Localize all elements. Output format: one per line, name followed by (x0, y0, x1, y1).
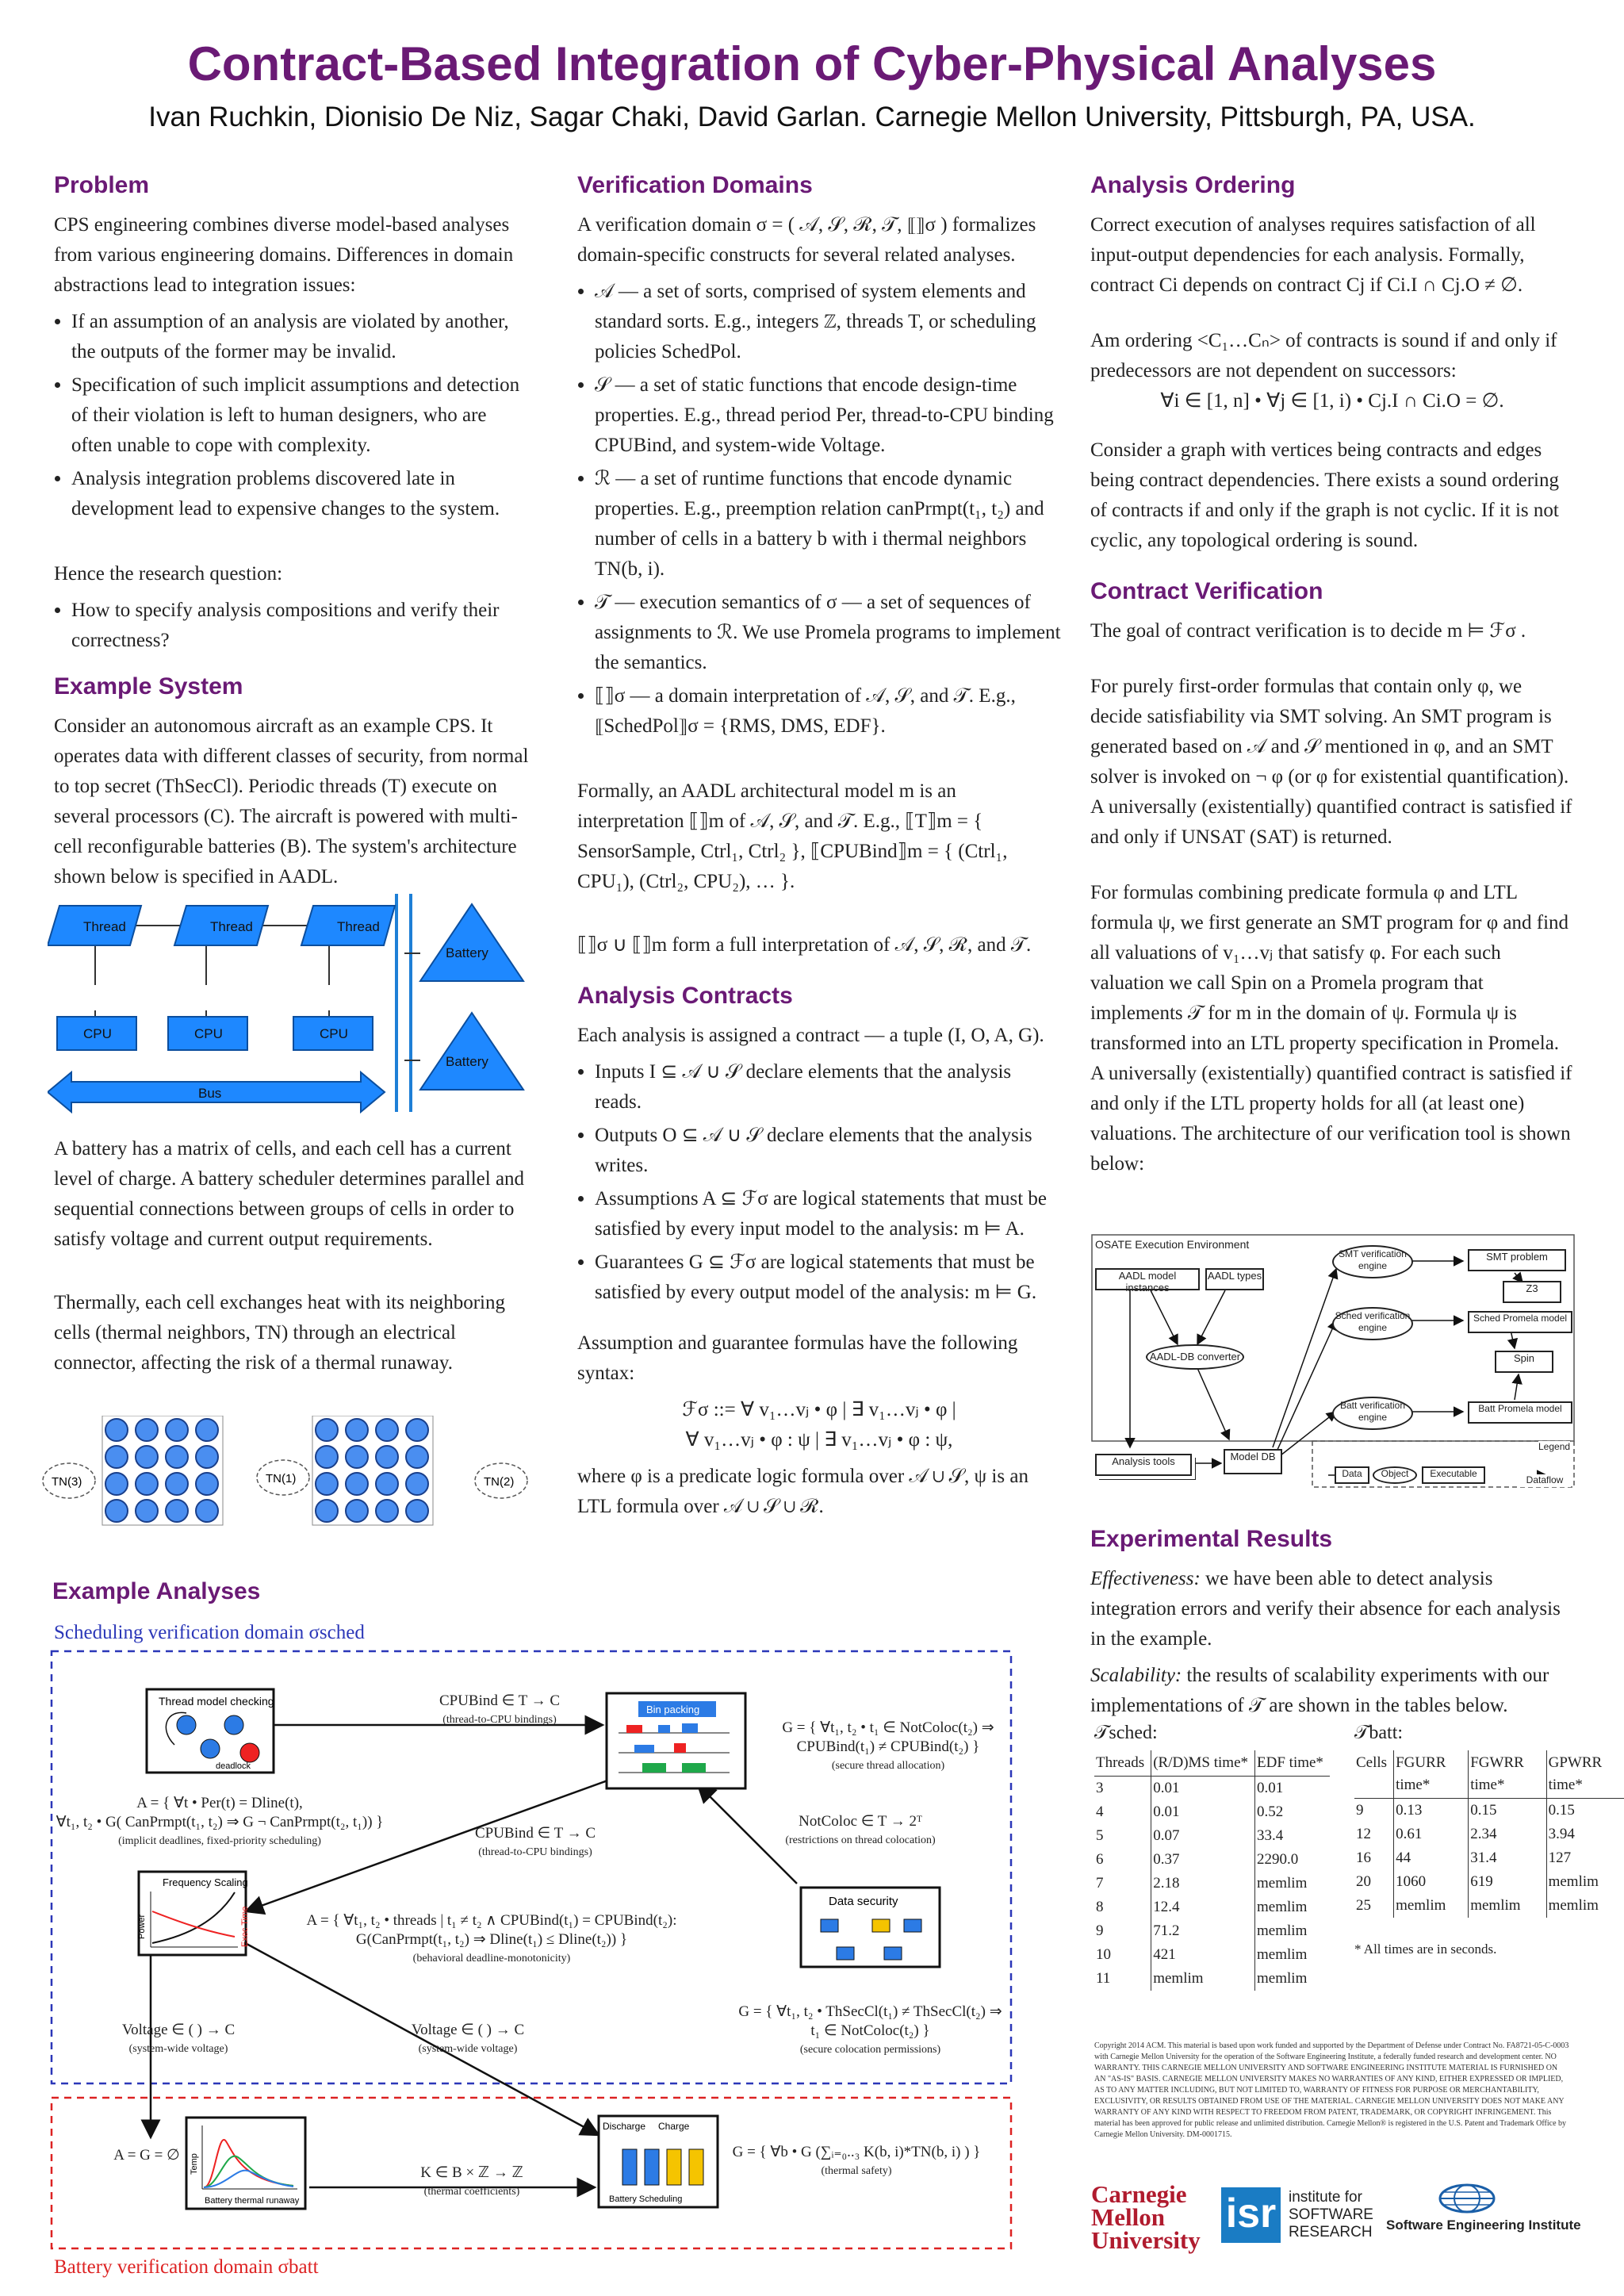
legend-object: Object (1373, 1466, 1417, 1484)
contract-list (577, 1057, 1061, 1308)
list-item: • Specification of such implicit assumptions and detection of their violation is left to human designers, who are often unable to cope with complexity. (71, 370, 530, 461)
table-cell: 9 (1356, 1802, 1364, 1819)
middle-column (577, 171, 1061, 1528)
temp-axis-label: Temp (190, 2153, 199, 2175)
table-row (1094, 1800, 1330, 1824)
table-cell: 31.4 (1469, 1846, 1546, 1870)
battery-cell (316, 1500, 338, 1522)
battery-label: Battery (446, 945, 488, 960)
list-item: • Guarantees G ⊆ ℱσ are logical statements that must be satisfied by every output model of the analysis: m ⊨ G. (595, 1248, 1061, 1308)
notcoloc-input: NotColoc ∈ T → 2ᵀ (restrictions on thread colocation) (785, 1813, 936, 1846)
battery-cell (316, 1419, 338, 1441)
battery-cell (166, 1446, 188, 1468)
spin-box: Spin (1495, 1351, 1553, 1373)
verification-domains-intro: A verification domain σ = ( 𝒜, 𝒮, ℛ, 𝒯, ⟦⟧σ ) formalizes domain-specific constructs for several related analyses. (577, 214, 1036, 266)
table-row (1094, 1895, 1330, 1919)
battery-text-block (54, 1134, 530, 1385)
battery-cell (376, 1473, 398, 1495)
table-cell: 9 (1096, 1922, 1104, 1939)
aadl-db-converter: AADL-DB converter (1146, 1344, 1244, 1370)
table-header: EDF time* (1255, 1750, 1330, 1777)
battery-assumption: A = G = ∅ (113, 2147, 180, 2164)
syntax-intro: Assumption and guarantee formulas have the following syntax: (577, 1332, 1018, 1384)
sched-engine: Sched verification engine (1332, 1307, 1413, 1340)
table-cell: memlim (1255, 1967, 1330, 1991)
table-row (1094, 1872, 1330, 1895)
table-cell: 5 (1096, 1827, 1104, 1844)
formal-interpretation: Formally, an AADL architectural model m is an interpretation ⟦⟧m of 𝒜, 𝒮, and 𝒯. E.g., ⟦T⟧m = { SensorSample, Ctrl₁, Ctrl₂ }, ⟦CPUBind⟧m = { (Ctrl₁, CPU₁), (Ctrl₂, CPU₂), … }. (577, 780, 1008, 892)
assumption-frequency-scaling: A = { ∀t₁, t₂ • threads | t₁ ≠ t₂ ∧ CPUBind(t₁) = CPUBind(t₂): G(CanPrmpt(t₁, t₂) ⇒ Dline(t₁) ≤ Dline(t₂)) } (behavioral deadline-monotonicity) (306, 1912, 677, 1964)
table-cell: 0.37 (1151, 1848, 1255, 1872)
batt-table (1354, 1750, 1624, 1918)
cmu-logo (1091, 2180, 1201, 2254)
smt-engine: SMT verification engine (1332, 1245, 1413, 1278)
thread-label: Thread (83, 919, 126, 934)
poster-authors: Ivan Ruchkin, Dionisio De Niz, Sagar Chaki, David Garlan. Carnegie Mellon University, Pittsburgh, PA, USA. (148, 102, 1476, 132)
battery-cell (406, 1419, 428, 1441)
osate-env-label: OSATE Execution Environment (1095, 1238, 1254, 1254)
batt-domain-label: Battery verification domain σbatt (54, 2256, 319, 2278)
legend-data: Data (1335, 1466, 1369, 1484)
list-item: • If an assumption of an analysis are violated by another, the outputs of the former may be invalid. (71, 307, 530, 367)
table-row (1094, 1777, 1330, 1801)
battery-cell (136, 1446, 158, 1468)
analysis-contracts-heading: Analysis Contracts (577, 983, 793, 1009)
table-cell: 2.18 (1151, 1872, 1255, 1895)
sched-table-block (1094, 1723, 1330, 1991)
verification-p1: The goal of contract verification is to decide m ⊨ ℱσ . (1090, 620, 1526, 642)
cpu-label: CPU (320, 1026, 348, 1041)
battery-shape (420, 1013, 523, 1090)
battery-cell (376, 1446, 398, 1468)
table-cell: 6 (1096, 1851, 1104, 1868)
sched-domain-label: Scheduling verification domain σsched (54, 1622, 365, 1643)
bus-label: Bus (198, 1086, 222, 1101)
battery-cell (136, 1500, 158, 1522)
table-header: GPWRR time* (1546, 1750, 1624, 1799)
battery-cell (136, 1419, 158, 1441)
table-cell: 10 (1096, 1946, 1111, 1963)
table-cell: memlim (1255, 1943, 1330, 1967)
table-cell: 421 (1151, 1943, 1255, 1967)
battery-cell (316, 1446, 338, 1468)
isr-logo-mark: isr (1221, 2187, 1281, 2243)
battery-cell (196, 1500, 218, 1522)
table-cell: memlim (1255, 1895, 1330, 1919)
thermal-coefficients: K ∈ B × ℤ → ℤ (thermal coefficients) (420, 2164, 523, 2198)
table-row (1094, 1919, 1330, 1943)
battery-cell (136, 1473, 158, 1495)
model-db-box: Model DB (1224, 1449, 1282, 1474)
frequency-scaling-label: Frequency Scaling (163, 1876, 248, 1888)
aadl-instances-box: AADL model instances (1095, 1268, 1200, 1290)
legend-label: Legend (1538, 1441, 1571, 1452)
batt-engine: Batt verification engine (1332, 1397, 1413, 1430)
table-cell: 3 (1096, 1780, 1104, 1796)
table-header: FGURR time* (1394, 1750, 1469, 1799)
table-cell: 0.01 (1151, 1777, 1255, 1801)
table-cell: 12 (1356, 1826, 1371, 1842)
cpu-label: CPU (194, 1026, 223, 1041)
sched-table-caption: 𝒯sched: (1094, 1723, 1158, 1743)
ordering-p1: Correct execution of analyses requires satisfaction of all input-output dependencies for each analysis. Formally, contract Ci depends on contract Cj if Ci.I ∩ Cj.O ≠ ∅. (1090, 214, 1536, 296)
exec-time-axis-label: Exec Time (240, 1906, 250, 1947)
battery-cell (376, 1419, 398, 1441)
battery-cell (346, 1419, 368, 1441)
discharge-label: Discharge (603, 2121, 646, 2132)
bin-packing-label: Bin packing (646, 1704, 700, 1715)
battery-shape (420, 904, 523, 981)
battery-cell (346, 1500, 368, 1522)
right-column (1090, 171, 1574, 1186)
table-cell: 4 (1096, 1803, 1104, 1820)
sei-logo-text: Software Engineering Institute (1386, 2217, 1581, 2233)
voltage-2: Voltage ∈ ( ) → C (system-wide voltage) (411, 2022, 525, 2055)
isr-text-line: SOFTWARE (1289, 2206, 1373, 2223)
battery-cell (316, 1473, 338, 1495)
verification-p3: For formulas combining predicate formula φ and LTL formula ψ, we first generate an SMT program for φ and find all valuations of v₁…vⱼ that satisfy φ. For each such valuation we call Spin on a Promela program that implements 𝒯 for m in the domain of ψ. Formula ψ is transformed into an LTL property specification in Promela. A universally (existentially) quantified contract is satisfied if and only if the LTL property holds for all (at least one) valuations. The architecture of our verification tool is shown below: (1090, 882, 1572, 1175)
list-item: • Outputs O ⊆ 𝒜 ∪ 𝒮 declare elements that the analysis writes. (595, 1121, 1061, 1181)
legend-executable: Executable (1422, 1466, 1485, 1484)
table-cell: 0.15 (1469, 1799, 1546, 1823)
effectiveness-label: Effectiveness: (1090, 1568, 1201, 1589)
aadl-types-box: AADL types (1205, 1268, 1264, 1290)
battery-label: Battery (446, 1054, 488, 1069)
table-cell: 16 (1356, 1849, 1371, 1866)
table-footnote: * All times are in seconds. (1354, 1941, 1497, 1957)
tn-label: TN(2) (484, 1475, 515, 1489)
table-cell: 20 (1356, 1873, 1371, 1890)
cpu-label: CPU (83, 1026, 112, 1041)
table-row (1354, 1870, 1624, 1894)
cmu-logo-line: Mellon (1091, 2203, 1165, 2231)
z3-box: Z3 (1503, 1281, 1561, 1303)
battery-cell (166, 1419, 188, 1441)
example-system-heading: Example System (54, 673, 243, 700)
research-question: • How to specify analysis compositions and verify their correctness? (71, 596, 530, 656)
table-cell: memlim (1546, 1894, 1624, 1918)
table-cell: 7 (1096, 1875, 1104, 1892)
battery-cell (406, 1446, 428, 1468)
list-item: • Inputs I ⊆ 𝒜 ∪ 𝒮 declare elements that the analysis reads. (595, 1057, 1061, 1117)
battery-cell (105, 1500, 128, 1522)
table-cell: 11 (1096, 1970, 1111, 1987)
battery-cell (166, 1500, 188, 1522)
table-cell: 0.01 (1151, 1800, 1255, 1824)
table-row (1354, 1823, 1624, 1846)
table-cell: memlim (1469, 1894, 1546, 1918)
tool-architecture-diagram (1090, 1233, 1576, 1499)
thread-model-checking-label: Thread model checking (159, 1695, 274, 1708)
guarantee-battery: G = { ∀b • G (∑ᵢ₌₀..₃ K(b, i)*TN(b, i) ) } (thermal safety) (732, 2144, 981, 2177)
sched-model-box: Sched Promela model (1468, 1311, 1572, 1333)
table-header: Cells (1354, 1750, 1394, 1799)
ordering-formula: ∀i ∈ [1, n] • ∀j ∈ [1, i) • Cj.I ∩ Ci.O = ∅. (1160, 390, 1504, 412)
isr-logo-text (1289, 2189, 1373, 2241)
verification-domains-heading: Verification Domains (577, 172, 813, 198)
thread-label: Thread (210, 919, 253, 934)
battery-cell (166, 1473, 188, 1495)
left-column (54, 171, 530, 899)
table-cell: 2290.0 (1255, 1848, 1330, 1872)
thread-label: Thread (337, 919, 380, 934)
battery-cell (105, 1446, 128, 1468)
scalability-text: the results of scalability experiments with our implementations of 𝒯 are shown in the tables below. (1090, 1665, 1549, 1716)
table-row (1094, 1943, 1330, 1967)
battery-cell (406, 1473, 428, 1495)
table-header: Threads (1094, 1750, 1151, 1777)
voltage-1: Voltage ∈ ( ) → C (system-wide voltage) (121, 2022, 236, 2055)
experimental-results (1090, 1524, 1574, 1727)
table-cell: 8 (1096, 1899, 1104, 1915)
table-cell: memlim (1546, 1870, 1624, 1894)
cmu-logo-line: University (1091, 2226, 1201, 2254)
charge-label: Charge (658, 2121, 690, 2132)
thermal-neighbors-diagram (41, 1416, 541, 1550)
battery-cell (196, 1419, 218, 1441)
problem-intro: CPS engineering combines diverse model-based analyses from various engineering domains. Differences in domain abstractions lead to integration issues: (54, 214, 514, 296)
table-row (1354, 1894, 1624, 1918)
table-row (1094, 1824, 1330, 1848)
table-cell: 0.15 (1546, 1799, 1624, 1823)
guarantee-bin-packing: G = { ∀t₁, t₂ • t₁ ∈ NotColoc(t₂) ⇒ CPUBind(t₁) ≠ CPUBind(t₂) } (secure thread allocation) (782, 1719, 994, 1772)
batt-model-box: Batt Promela model (1468, 1401, 1572, 1424)
battery-cell (376, 1500, 398, 1522)
table-cell: 1060 (1394, 1870, 1469, 1894)
assumption-thread-model: A = { ∀t • Per(t) = Dline(t), ∀t₁, t₂ • G( CanPrmpt(t₁, t₂) ⇒ G ¬ CanPrmpt(t₂, t₁)) } (implicit deadlines, fixed-priority scheduling) (56, 1795, 384, 1847)
syntax-line-1: ℱσ ::= ∀ v₁…vⱼ • φ | ∃ v₁…vⱼ • φ | (682, 1399, 956, 1420)
table-cell: 0.52 (1255, 1800, 1330, 1824)
ordering-p2: Am ordering <C₁…Cₙ> of contracts is sound if and only if predecessors are not dependent on successors: (1090, 330, 1557, 381)
list-item: • Analysis integration problems discovered late in development lead to expensive changes to the system. (71, 464, 530, 524)
table-cell: 0.01 (1255, 1777, 1330, 1801)
problem-list (54, 307, 530, 524)
table-cell: memlim (1394, 1894, 1469, 1918)
table-cell: 44 (1394, 1846, 1469, 1870)
isr-text-line: RESEARCH (1289, 2224, 1373, 2240)
guarantee-data-security: G = { ∀t₁, t₂ • ThSecCl(t₁) ≠ ThSecCl(t₂) ⇒ t₁ ∈ NotColoc(t₂) } (secure colocation permissions) (738, 2003, 1002, 2056)
analysis-contracts-intro: Each analysis is assigned a contract — a tuple (I, O, A, G). (577, 1025, 1044, 1046)
cpubind-2: CPUBind ∈ T → C (thread-to-CPU bindings) (474, 1825, 596, 1858)
table-cell: 0.13 (1394, 1799, 1469, 1823)
union-interpretation: ⟦⟧σ ∪ ⟦⟧m form a full interpretation of 𝒜, 𝒮, ℛ, and 𝒯. (577, 934, 1032, 956)
batt-table-block (1354, 1723, 1624, 1957)
analysis-tools-box: Analysis tools (1095, 1454, 1192, 1476)
scalability-label: Scalability: (1090, 1665, 1182, 1686)
battery-cell (406, 1500, 428, 1522)
isr-text-line: institute for (1289, 2189, 1362, 2206)
sei-globe-icon (1435, 2183, 1499, 2214)
example-analyses-heading: Example Analyses (52, 1578, 261, 1604)
sched-table (1094, 1750, 1330, 1991)
batt-table-caption: 𝒯batt: (1354, 1723, 1404, 1743)
tn-label: TN(3) (52, 1475, 82, 1489)
table-cell: memlim (1255, 1872, 1330, 1895)
poster-title: Contract-Based Integration of Cyber-Physical Analyses (187, 37, 1437, 90)
table-cell: 71.2 (1151, 1919, 1255, 1943)
battery-cell (196, 1446, 218, 1468)
power-axis-label: Power (137, 1914, 147, 1939)
contract-verification-heading: Contract Verification (1090, 578, 1323, 604)
table-cell: 0.61 (1394, 1823, 1469, 1846)
table-cell: memlim (1255, 1919, 1330, 1943)
syntax-outro: where φ is a predicate logic formula over 𝒜 ∪ 𝒮, ψ is an LTL formula over 𝒜 ∪ 𝒮 ∪ ℛ. (577, 1466, 1028, 1517)
table-cell: 3.94 (1546, 1823, 1624, 1846)
ordering-p3: Consider a graph with vertices being contracts and edges being contract dependencies. There exists a sound ordering of contracts if and only if the graph is not cyclic. If it is not cyclic, any topological ordering is sound. (1090, 439, 1560, 551)
effectiveness-text: we have been able to detect analysis integration errors and verify their absence for each analysis in the example. (1090, 1568, 1561, 1650)
battery-cell (346, 1473, 368, 1495)
battery-scheduling-label: Battery Scheduling (609, 2194, 683, 2204)
table-cell: memlim (1151, 1967, 1255, 1991)
tn-label: TN(1) (266, 1472, 297, 1485)
table-cell: 12.4 (1151, 1895, 1255, 1919)
table-cell: 25 (1356, 1897, 1371, 1914)
question-intro: Hence the research question: (54, 563, 283, 585)
syntax-line-2: ∀ v₁…vⱼ • φ : ψ | ∃ v₁…vⱼ • φ : ψ, (685, 1429, 953, 1451)
battery-cell (346, 1446, 368, 1468)
verification-p2: For purely first-order formulas that contain only φ, we decide satisfiability via SMT solving. An SMT program is generated based on 𝒜 and 𝒮 mentioned in φ, and an SMT solver is invoked on ¬ φ (or φ for existential quantification). A universally (existentially) quantified contract is satisfied if and only if UNSAT (SAT) is returned. (1090, 676, 1572, 848)
battery-cell (105, 1419, 128, 1441)
smt-problem-box: SMT problem (1468, 1249, 1566, 1271)
table-cell: 127 (1546, 1846, 1624, 1870)
copyright-notice: Copyright 2014 ACM. This material is based upon work funded and supported by the Department of Defense under Contract No. FA8721-05-C-0003 with Carnegie Mellon University for the operation of the Software Engineering Institute, a federally funded research and development center. NO WARRANTY. THIS CARNEGIE MELLON UNIVERSITY AND SOFTWARE ENGINEERING INSTITUTE MATERIAL IS FURNISHED ON AN "AS-IS" BASIS. CARNEGIE MELLON UNIVERSITY MAKES NO WARRANTIES OF ANY KIND, EITHER EXPRESSED OR IMPLIED, AS TO ANY MATTER INCLUDING, BUT NOT LIMITED TO, WARRANTY OF FITNESS FOR PURPOSE OR MERCHANTABILITY, EXCLUSIVITY, OR RESULTS OBTAINED FROM USE OF THE MATERIAL. CARNEGIE MELLON UNIVERSITY DOES NOT MAKE ANY WARRANTY OF ANY KIND WITH RESPECT TO FREEDOM FROM PATENT, TRADEMARK, OR COPYRIGHT INFRINGEMENT. This material has been approved for public release and unlimited distribution. Carnegie Mellon® is registered in the U.S. Patent and Trademark Office by Carnegie Mellon University. DM-0001715. (1094, 2041, 1569, 2139)
table-cell: 619 (1469, 1870, 1546, 1894)
list-item: • ⟦⟧σ — a domain interpretation of 𝒜, 𝒮, and 𝒯. E.g., ⟦SchedPol⟧σ = {RMS, DMS, EDF}. (595, 681, 1061, 742)
table-row (1094, 1967, 1330, 1991)
legend-dataflow: Dataflow (1519, 1474, 1571, 1487)
table-cell: 33.4 (1255, 1824, 1330, 1848)
table-header: (R/D)MS time* (1151, 1750, 1255, 1777)
battery-cell (105, 1473, 128, 1495)
list-item: • ℛ — a set of runtime functions that encode dynamic properties. E.g., preemption relation canPrmpt(t₁, t₂) and number of cells in a battery b with i thermal neighbors TN(b, i). (595, 464, 1061, 585)
data-security-label: Data security (829, 1895, 898, 1908)
analysis-ordering-heading: Analysis Ordering (1090, 172, 1296, 198)
cmu-logo-line: Carnegie (1091, 2180, 1187, 2208)
table-row (1354, 1799, 1624, 1823)
cpubind-1: CPUBind ∈ T → C (thread-to-CPU bindings) (439, 1692, 561, 1726)
list-item: • 𝒯 — execution semantics of σ — a set of sequences of assignments to ℛ. We use Promela programs to implement the semantics. (595, 588, 1061, 678)
deadlock-label: deadlock (216, 1761, 251, 1771)
experimental-results-heading: Experimental Results (1090, 1526, 1333, 1552)
problem-heading: Problem (54, 172, 150, 198)
table-cell: 2.34 (1469, 1823, 1546, 1846)
list-item: • Assumptions A ⊆ ℱσ are logical statements that must be satisfied by every input model to the analysis: m ⊨ A. (595, 1184, 1061, 1244)
example-system-text: Consider an autonomous aircraft as an example CPS. It operates data with different classes of security, from normal to top secret (ThSecCl). Periodic threads (T) execute on several processors (C). The aircraft is powered with multi-cell reconfigurable batteries (B). The system's architecture shown below is specified in AADL. (54, 715, 529, 887)
domain-list (577, 277, 1061, 742)
aadl-architecture-diagram (48, 882, 539, 1128)
table-cell: 0.07 (1151, 1824, 1255, 1848)
list-item: • 𝒜 — a set of sorts, comprised of system elements and standard sorts. E.g., integers ℤ, threads T, or scheduling policies SchedPol. (595, 277, 1061, 367)
battery-cell (196, 1473, 218, 1495)
battery-thermal-label: Battery thermal runaway (205, 2196, 300, 2206)
battery-text: A battery has a matrix of cells, and each cell has a current level of charge. A battery scheduler determines parallel and sequential connections between groups of cells in order to satisfy voltage and current output requirements. (54, 1138, 525, 1250)
table-header: FGWRR time* (1469, 1750, 1546, 1799)
table-row (1094, 1848, 1330, 1872)
list-item: • 𝒮 — a set of static functions that encode design-time properties. E.g., thread period Per, thread-to-CPU binding CPUBind, and system-wide Voltage. (595, 370, 1061, 461)
thermal-text: Thermally, each cell exchanges heat with its neighboring cells (thermal neighbors, TN) through an electrical connector, affecting the risk of a thermal runaway. (54, 1292, 506, 1374)
table-row (1354, 1846, 1624, 1870)
